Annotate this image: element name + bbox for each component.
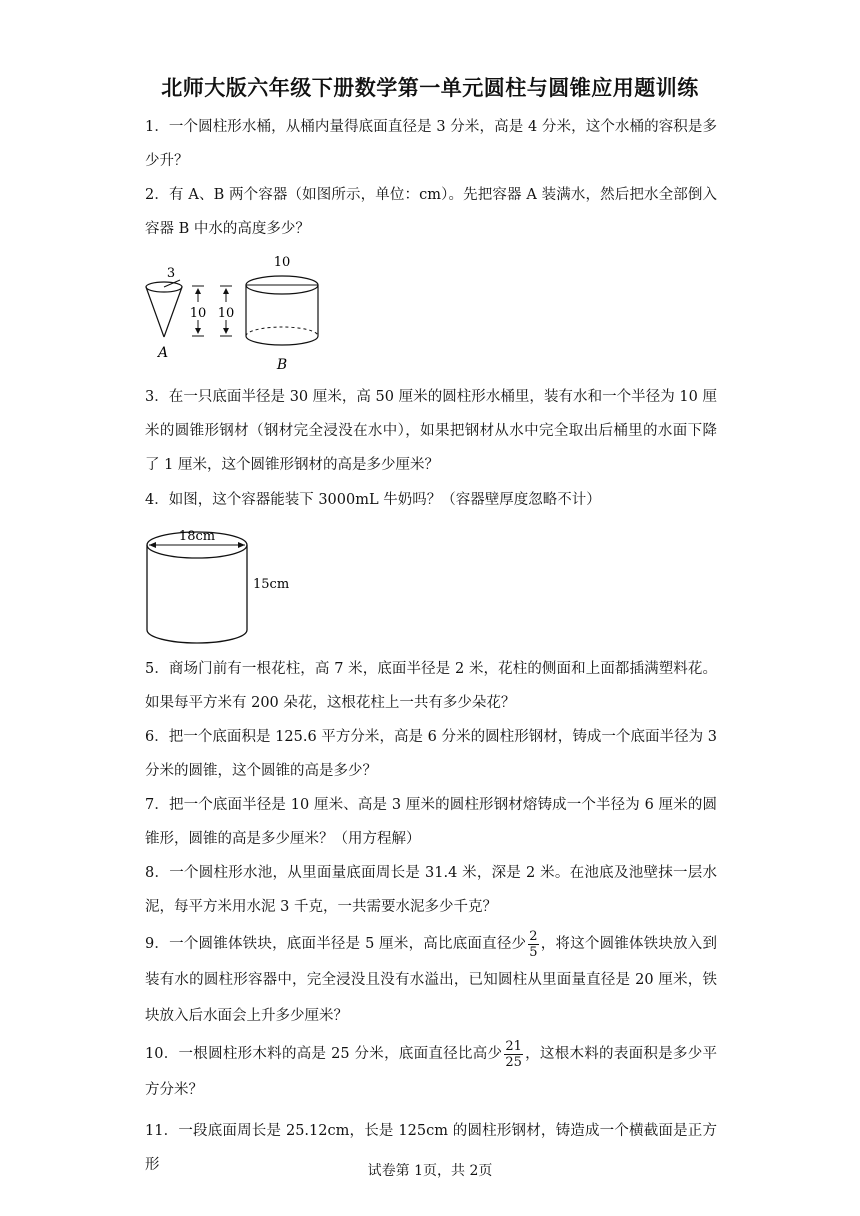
diameter-label: 18cm (178, 529, 216, 544)
question-8: 8．一个圆柱形水池，从里面量底面周长是 31.4 米，深是 2 米。在池底及池壁抹一层水泥，每平方米用水泥 3 千克，一共需要水泥多少千克？ (145, 865, 717, 915)
question-10-fraction (504, 1039, 523, 1070)
page-footer: 试卷第 1页，共 2页 (367, 1163, 493, 1179)
height-label: 15cm (253, 577, 290, 592)
question-6: 6．把一个底面积是 125.6 平方分米，高是 6 分米的圆柱形钢材，铸成一个底面半径为 3 分米的圆锥，这个圆锥的高是多少？ (145, 729, 717, 779)
question-10-text-after: ，这根木料的表面积是多少平方分米？ (145, 1046, 718, 1098)
fraction-denominator: 5 (529, 944, 538, 960)
cone-a (146, 266, 182, 361)
question-11: 11．一段底面周长是 25.12cm，长是 125cm 的圆柱形钢材，铸造成一个横截面是正方形 (145, 1123, 717, 1173)
question-2: 2．有 A、B 两个容器（如图所示，单位：cm）。先把容器 A 装满水，然后把水全部倒入容器 B 中水的高度多少？ (145, 187, 717, 237)
fraction-numerator: 2 (529, 928, 538, 944)
question-10 (145, 1036, 717, 1108)
question-9-fraction (528, 929, 538, 960)
figure-cylinder-container (140, 520, 300, 648)
question-5: 5．商场门前有一根花柱，高 7 米，底面半径是 2 米，花柱的侧面和上面都插满塑料花。如果每平方米有 200 朵花，这根花柱上一共有多少朵花？ (145, 661, 717, 711)
figure-containers-a-b (140, 250, 340, 378)
cylinder-height-dimension (218, 286, 235, 336)
cylinder-b-diameter-label: 10 (273, 255, 291, 270)
question-4: 4．如图，这个容器能装下 3000mL 牛奶吗？（容器壁厚度忽略不计） (145, 492, 601, 508)
page-title: 北师大版六年级下册数学第一单元圆柱与圆锥应用题训练 (161, 75, 699, 100)
cone-radius-label: 3 (166, 266, 176, 281)
cylinder-b (246, 255, 318, 373)
question-9-text-after: ，将这个圆锥体铁块放入到装有水的圆柱形容器中，完全浸没且没有水溢出，已知圆柱从里面量直径是 20 厘米，铁块放入后水面会上升多少厘米？ (145, 936, 718, 1024)
question-9-text-before: 9．一个圆锥体铁块，底面半径是 5 厘米，高比底面直径少 (145, 936, 527, 952)
cone-caption: A (157, 345, 169, 361)
question-9 (145, 926, 717, 1034)
cone-height-dimension (190, 286, 207, 336)
question-10-text-before: 10．一根圆柱形木料的高是 25 分米，底面直径比高少 (145, 1046, 503, 1062)
question-1: 1．一个圆柱形水桶，从桶内量得底面直径是 3 分米，高是 4 分米，这个水桶的容积是多少升？ (145, 119, 717, 169)
fraction-numerator: 21 (505, 1038, 522, 1054)
cylinder-b-caption: B (276, 357, 288, 373)
question-3: 3．在一只底面半径是 30 厘米，高 50 厘米的圆柱形水桶里，装有水和一个半径为 10 厘米的圆锥形钢材（钢材完全浸没在水中），如果把钢材从水中完全取出后桶里的水面下降了 1 厘米，这个圆锥形钢材的高是多少厘米？ (145, 389, 717, 473)
cone-height-label: 10 (189, 306, 207, 321)
cylinder-b-height-label: 10 (217, 306, 235, 321)
fraction-denominator: 25 (505, 1054, 522, 1070)
question-7: 7．把一个底面半径是 10 厘米、高是 3 厘米的圆柱形钢材熔铸成一个半径为 6 厘米的圆锥形，圆锥的高是多少厘米？（用方程解） (145, 797, 717, 847)
